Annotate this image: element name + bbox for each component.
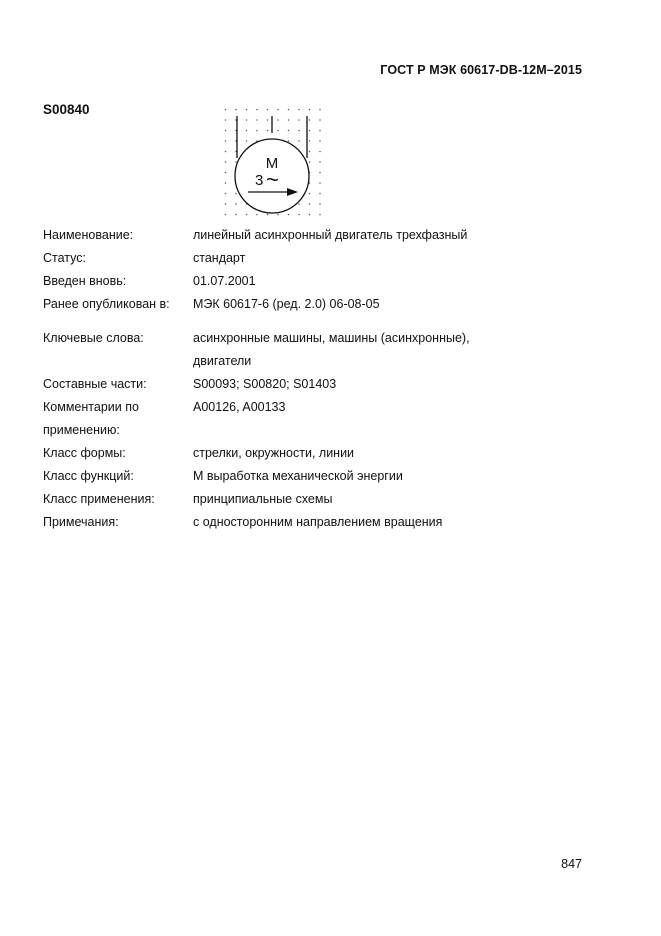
field-label: Наименование: bbox=[43, 228, 134, 242]
symbol-code: S00840 bbox=[43, 102, 90, 117]
field-row-notes bbox=[43, 511, 603, 534]
field-value: линейный асинхронный двигатель трехфазный bbox=[193, 228, 468, 242]
field-value: M выработка механической энергии bbox=[193, 469, 403, 483]
field-row-function-class bbox=[43, 465, 603, 488]
field-value: S00093; S00820; S01403 bbox=[193, 377, 337, 391]
field-value: асинхронные машины, машины (асинхронные), bbox=[193, 331, 470, 345]
field-row-status bbox=[43, 247, 603, 270]
field-label: Комментарии по bbox=[43, 400, 139, 414]
motor-symbol-icon bbox=[214, 98, 330, 220]
document-header: ГОСТ Р МЭК 60617-DB-12M–2015 bbox=[380, 63, 582, 77]
field-row-comments bbox=[43, 396, 603, 419]
field-value: стандарт bbox=[193, 251, 246, 265]
motor-letter: M bbox=[265, 155, 279, 172]
field-row-introduced bbox=[43, 270, 603, 293]
field-value: стрелки, окружности, линии bbox=[193, 446, 355, 460]
field-value: 01.07.2001 bbox=[193, 274, 256, 288]
phase-number: 3 bbox=[255, 172, 264, 189]
field-row-keywords-cont bbox=[43, 350, 603, 373]
field-label: Статус: bbox=[43, 251, 86, 265]
field-label-continued: применению: bbox=[43, 423, 120, 437]
field-row-components bbox=[43, 373, 603, 396]
field-label: Ранее опубликован в: bbox=[43, 297, 170, 311]
field-row-name bbox=[43, 224, 603, 247]
field-value: с односторонним направлением вращения bbox=[193, 515, 443, 529]
field-row-shape-class bbox=[43, 442, 603, 465]
field-label: Введен вновь: bbox=[43, 274, 127, 288]
page-number: 847 bbox=[561, 857, 582, 871]
field-label: Ключевые слова: bbox=[43, 331, 144, 345]
field-row-application-class bbox=[43, 488, 603, 511]
field-label: Класс функций: bbox=[43, 469, 134, 483]
field-label: Класс формы: bbox=[43, 446, 126, 460]
field-label: Составные части: bbox=[43, 377, 147, 391]
field-value: принципиальные схемы bbox=[193, 492, 333, 506]
field-row-keywords bbox=[43, 327, 603, 350]
field-value: МЭК 60617-6 (ред. 2.0) 06-08-05 bbox=[193, 297, 380, 311]
field-row-comments-cont bbox=[43, 419, 603, 442]
field-value: A00126, A00133 bbox=[193, 400, 286, 414]
field-row-published bbox=[43, 293, 603, 316]
field-label: Примечания: bbox=[43, 515, 119, 529]
field-label: Класс применения: bbox=[43, 492, 155, 506]
alternating-current-glyph: ~ bbox=[266, 167, 279, 192]
field-value-continued: двигатели bbox=[193, 354, 252, 368]
